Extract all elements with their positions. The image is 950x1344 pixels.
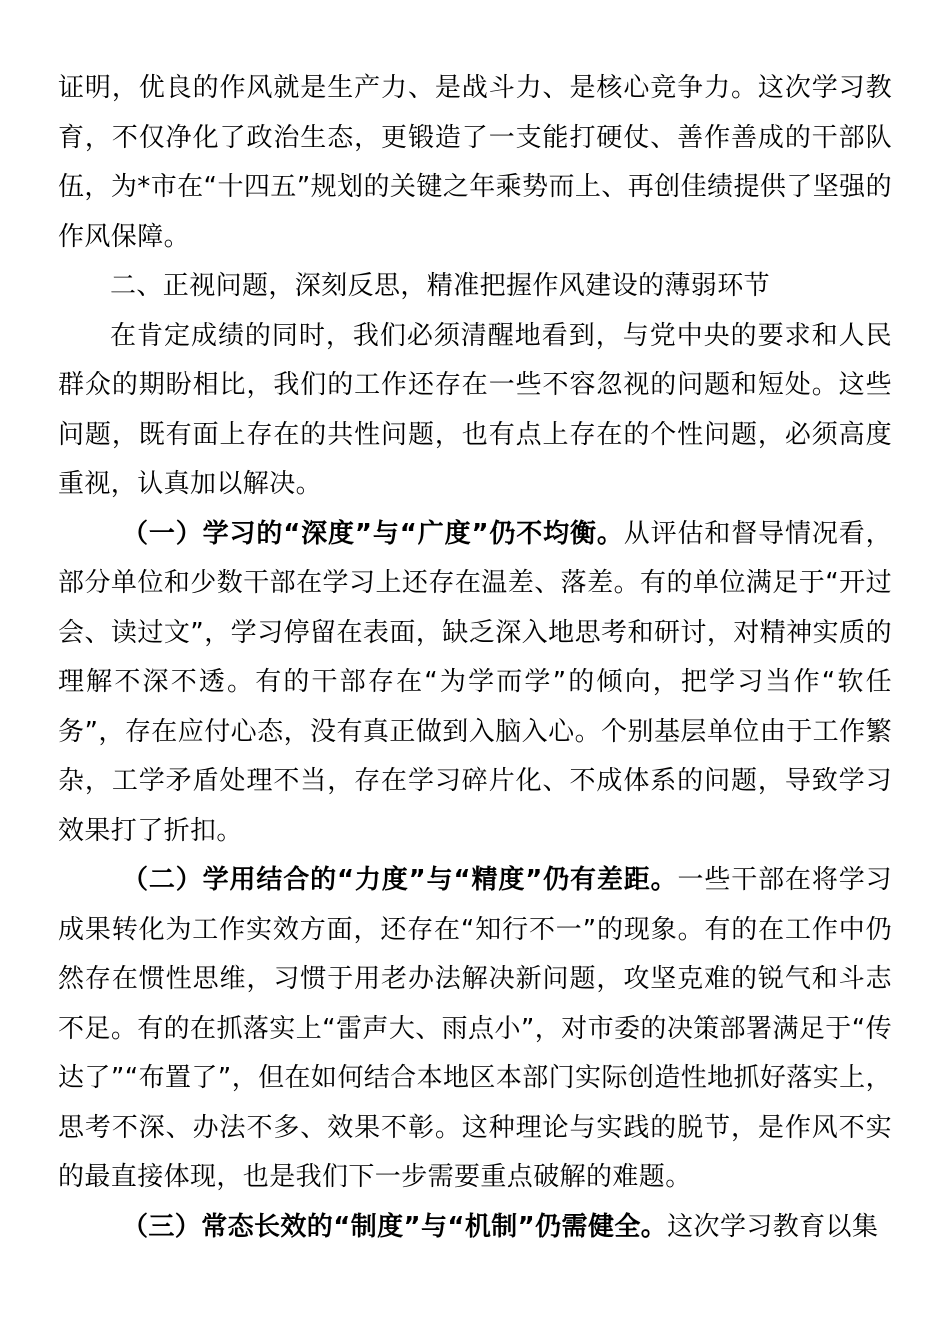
- subsection-2-title: （二）学用结合的“力度”与“精度”仍有差距。: [122, 865, 678, 895]
- document-body: [58, 64, 892, 1252]
- subsection-1-title: （一）学习的“深度”与“广度”仍不均衡。: [122, 518, 624, 549]
- subsection-3-title: （三）常态长效的“制度”与“机制”仍需健全。: [122, 1211, 668, 1242]
- paragraph-subsection-1: [58, 510, 892, 857]
- subsection-2-body: 一些干部在将学习成果转化为工作实效方面，还存在“知行不一”的现象。有的在工作中仍然存在惯性思维，习惯于用老办法解决新问题，攻坚克难的锐气和斗志不足。有的在抓落实上“雷声大、雨点小”，对市委的决策部署满足于“传达了”“布置了”，但在如何结合本地区本部门实际创造性地抓好落实上，思考不深、办法不多、效果不彰。这种理论与实践的脱节，是作风不实的最直接体现，也是我们下一步需要重点破解的难题。: [58, 865, 892, 1192]
- paragraph-intro-problems: 在肯定成绩的同时，我们必须清醒地看到，与党中央的要求和人民群众的期盼相比，我们的工作还存在一些不容忽视的问题和短处。这些问题，既有面上存在的共性问题，也有点上存在的个性问题，必须高度重视，认真加以解决。: [58, 320, 892, 499]
- paragraph-subsection-2: [58, 856, 892, 1203]
- section-heading-2: 二、正视问题，深刻反思，精准把握作风建设的薄弱环节: [110, 271, 771, 301]
- paragraph-subsection-3: [58, 1203, 892, 1253]
- subsection-1-body: 从评估和督导情况看，部分单位和少数干部在学习上还存在温差、落差。有的单位满足于“开过会、读过文”，学习停留在表面，缺乏深入地思考和研讨，对精神实质的理解不深不透。有的干部存在“为学而学”的倾向，把学习当作“软任务”，存在应付心态，没有真正做到入脑入心。个别基层单位由于工作繁杂，工学矛盾处理不当，存在学习碎片化、不成体系的问题，导致学习效果打了折扣。: [58, 518, 892, 846]
- paragraph-conclusion: 证明，优良的作风就是生产力、是战斗力、是核心竞争力。这次学习教育，不仅净化了政治生态，更锻造了一支能打硬仗、善作善成的干部队伍，为*市在“十四五”规划的关键之年乘势而上、再创佳绩提供了坚强的作风保障。: [58, 73, 892, 252]
- subsection-3-body: 这次学习教育以集: [667, 1211, 879, 1242]
